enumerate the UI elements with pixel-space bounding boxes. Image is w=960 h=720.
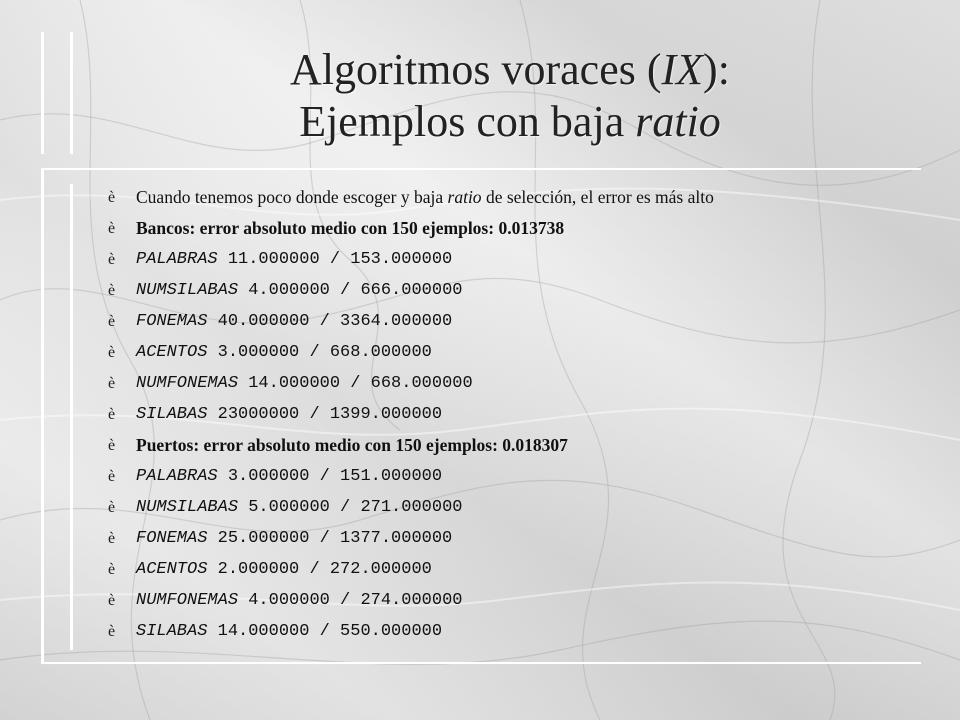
metric-row: ACENTOS 2.000000 / 272.000000 [136,560,432,579]
list-item [108,554,908,585]
list-item [108,523,908,554]
list-item [108,585,908,616]
arrow-bullet-icon: è [108,622,116,640]
arrow-bullet-icon: è [108,405,116,423]
puertos-heading: Puertos: error absoluto medio con 150 ejemplos: 0.018307 [136,435,568,455]
list-item [108,368,908,399]
list-item [108,244,908,275]
metric-row: NUMFONEMAS 4.000000 / 274.000000 [136,591,463,610]
metric-row: SILABAS 14.000000 / 550.000000 [136,622,443,641]
arrow-bullet-icon: è [108,281,116,299]
list-item [108,306,908,337]
metric-row: FONEMAS 25.000000 / 1377.000000 [136,529,453,548]
title-line-2: Ejemplos con baja ratio [299,97,721,146]
metric-row: PALABRAS 3.000000 / 151.000000 [136,467,443,486]
list-item-bancos-heading [108,213,908,244]
frame-top-left-vertical [41,32,44,154]
arrow-bullet-icon: è [108,529,116,547]
frame-left-vertical-inner [70,184,73,650]
bancos-heading: Bancos: error absoluto medio con 150 ejemplos: 0.013738 [136,218,565,238]
arrow-bullet-icon: è [108,560,116,578]
arrow-bullet-icon: è [108,436,116,454]
metric-row: NUMFONEMAS 14.000000 / 668.000000 [136,374,473,393]
metric-row: NUMSILABAS 4.000000 / 666.000000 [136,281,463,300]
list-item-puertos-heading [108,430,908,461]
metric-row: NUMSILABAS 5.000000 / 271.000000 [136,498,463,517]
arrow-bullet-icon: è [108,374,116,392]
intro-text: Cuando tenemos poco donde escoger y baja ratio de selección, el error es más alto [136,187,714,207]
slide-title [120,44,900,148]
list-item-intro [108,182,908,213]
metric-row: SILABAS 23000000 / 1399.000000 [136,405,443,424]
list-item [108,275,908,306]
frame-top-left-vertical-inner [70,32,73,154]
frame-left-vertical [41,170,44,664]
metric-row: ACENTOS 3.000000 / 668.000000 [136,343,432,362]
arrow-bullet-icon: è [108,188,116,206]
arrow-bullet-icon: è [108,312,116,330]
arrow-bullet-icon: è [108,219,116,237]
arrow-bullet-icon: è [108,498,116,516]
list-item [108,492,908,523]
title-line-1: Algoritmos voraces (IX): [290,45,730,94]
list-item [108,399,908,430]
arrow-bullet-icon: è [108,591,116,609]
bullet-list [108,182,908,647]
list-item [108,337,908,368]
arrow-bullet-icon: è [108,343,116,361]
arrow-bullet-icon: è [108,250,116,268]
metric-row: PALABRAS 11.000000 / 153.000000 [136,250,453,269]
arrow-bullet-icon: è [108,467,116,485]
frame-top-horizontal [41,168,921,170]
list-item [108,461,908,492]
frame-bottom-horizontal [41,662,921,664]
list-item [108,616,908,647]
metric-row: FONEMAS 40.000000 / 3364.000000 [136,312,453,331]
